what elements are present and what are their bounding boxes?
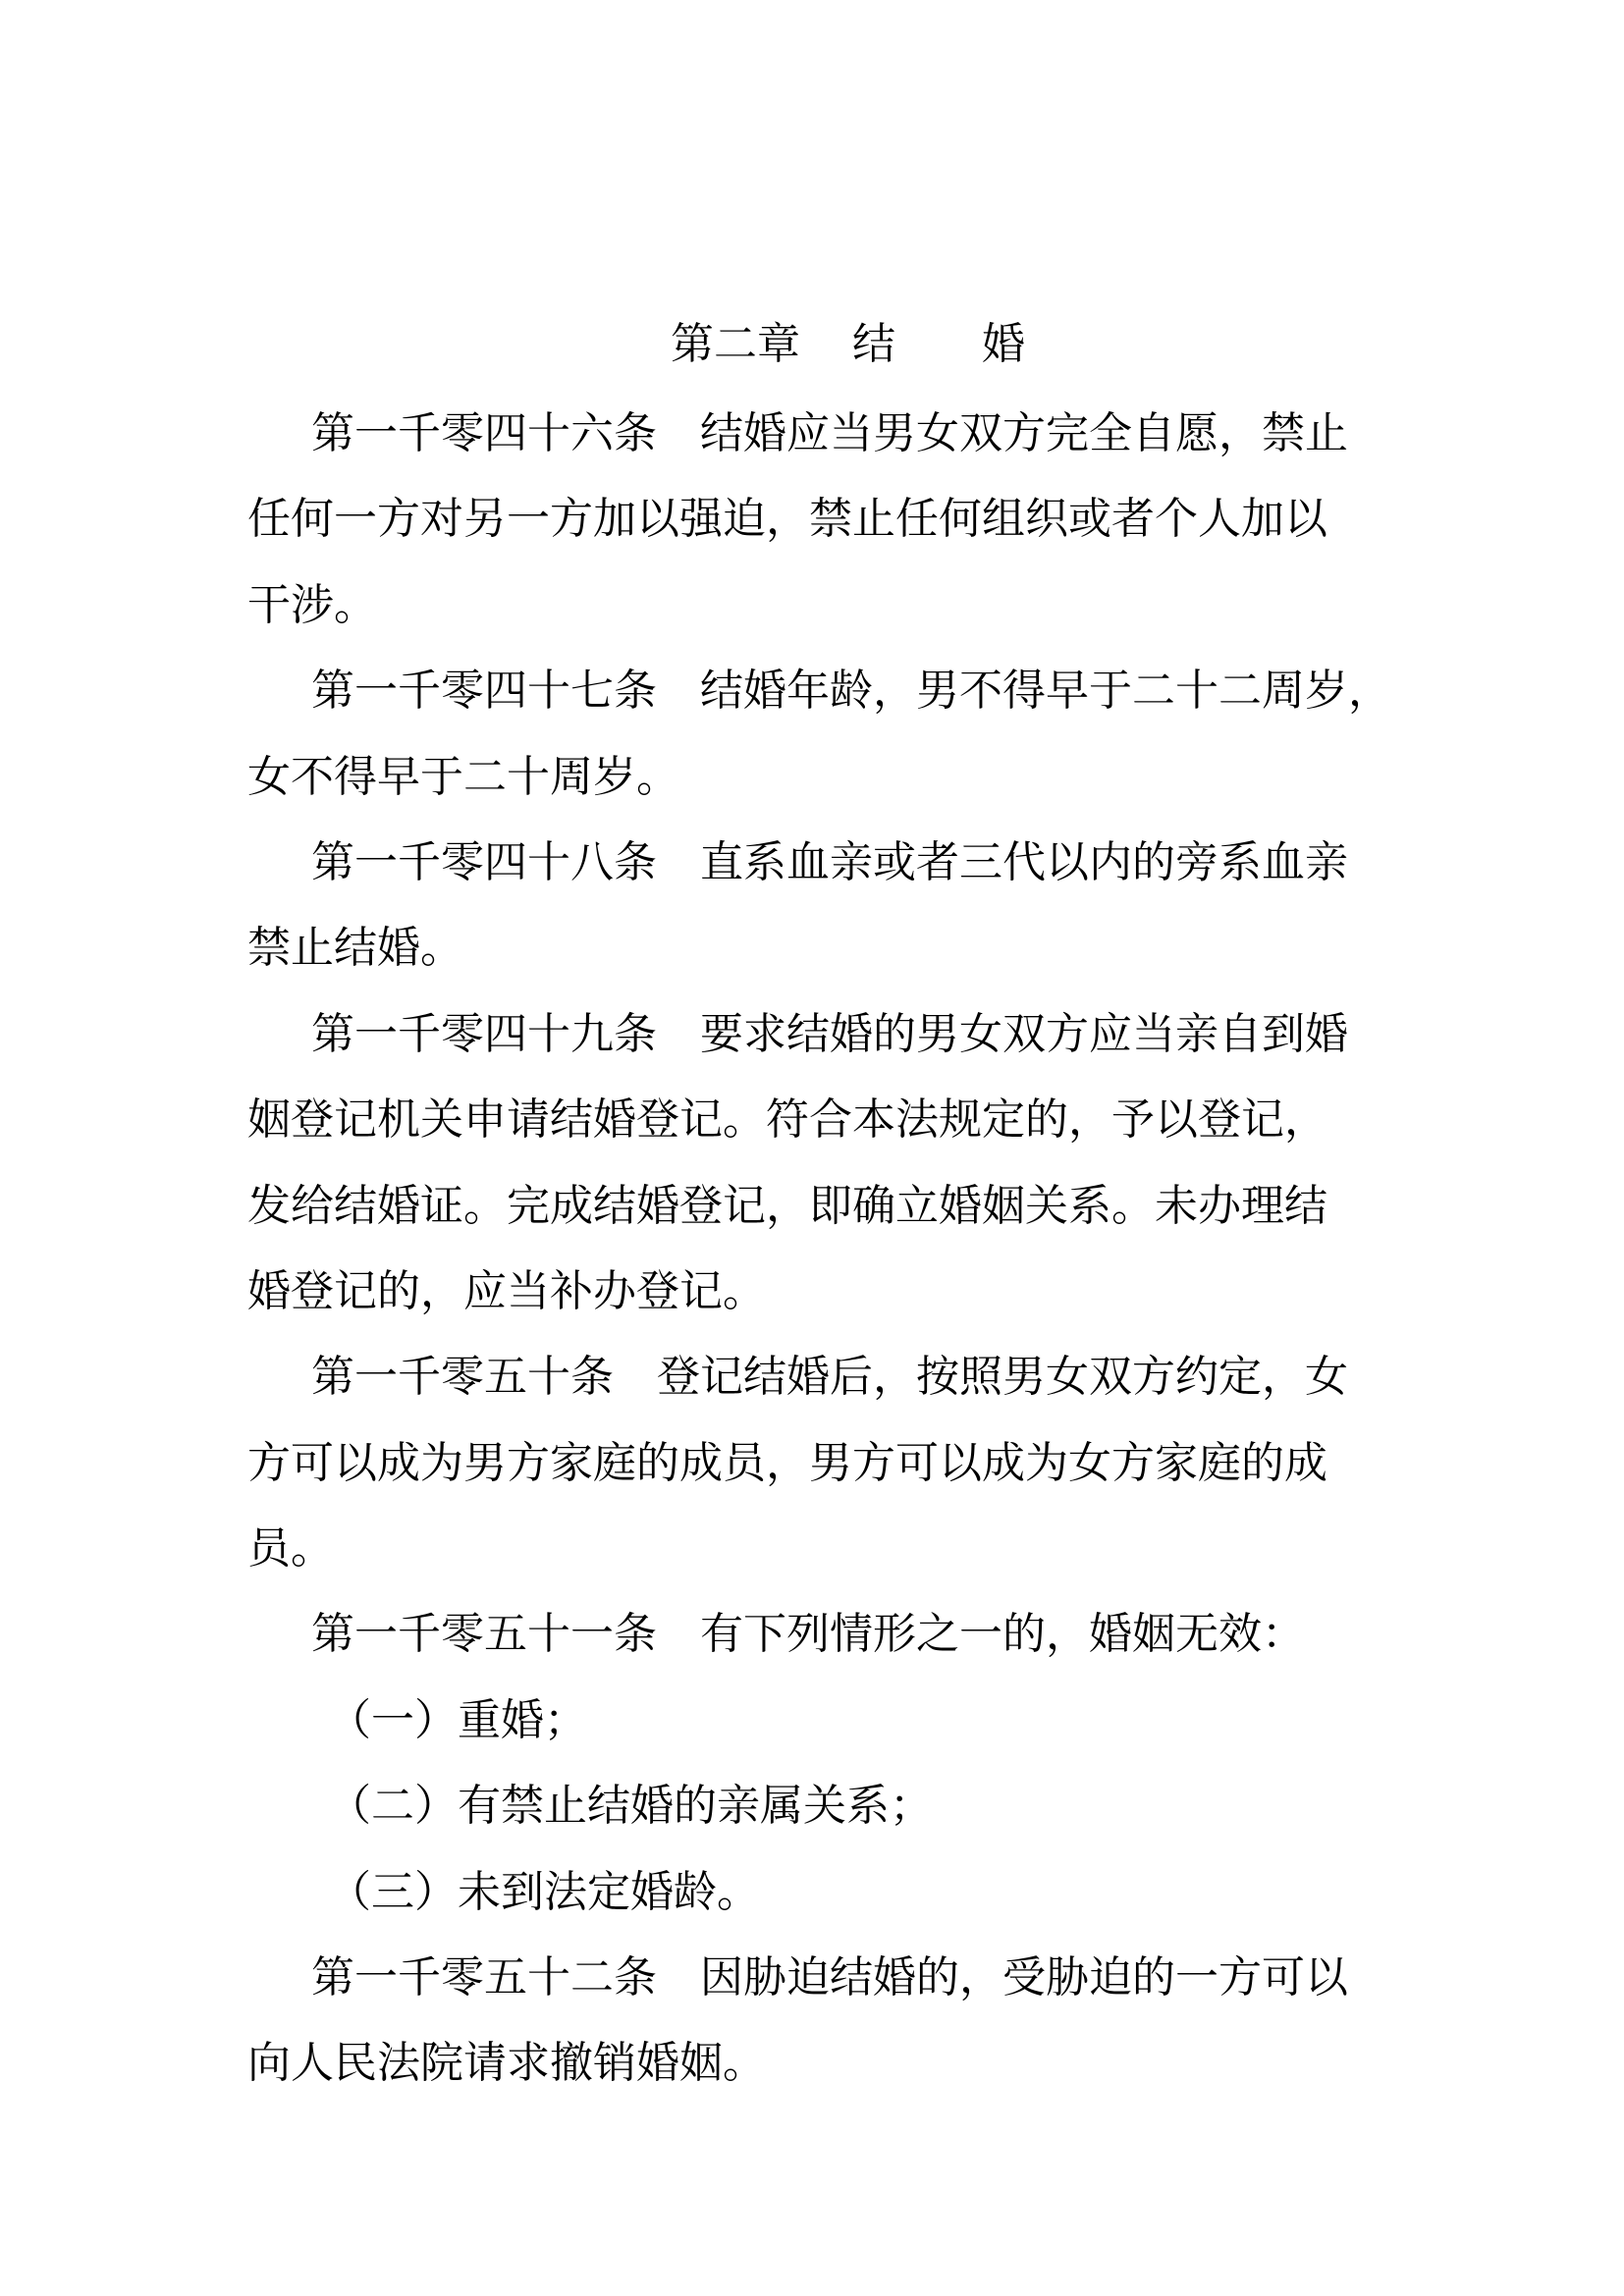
chapter-name-second-char: 婚 — [982, 319, 1025, 369]
article-1050-line-3: 员。 — [247, 1523, 334, 1575]
article-1051-item-2: （二）有禁止结婚的亲属关系； — [328, 1781, 933, 1832]
article-1046-line-1: 第一千零四十六条 结婚应当男女双方完全自愿，禁止 — [311, 408, 1348, 458]
article-1047-line-2: 女不得早于二十周岁。 — [247, 751, 679, 802]
article-1052-line-2: 向人民法院请求撤销婚姻。 — [247, 2038, 766, 2089]
chapter-title — [0, 310, 1624, 379]
article-1046-line-2: 任何一方对另一方加以强迫，禁止任何组织或者个人加以 — [247, 494, 1327, 545]
article-1048-line-2: 禁止结婚。 — [247, 923, 463, 974]
article-1047-line-1: 第一千零四十七条 结婚年龄，男不得早于二十二周岁， — [311, 666, 1391, 717]
chapter-name-first-char: 结 — [852, 319, 895, 369]
article-1050-line-1: 第一千零五十条 登记结婚后，按照男女双方约定，女 — [311, 1352, 1348, 1403]
article-1051-line-1: 第一千零五十一条 有下列情形之一的，婚姻无效： — [311, 1609, 1305, 1660]
article-1050-line-2: 方可以成为男方家庭的成员，男方可以成为女方家庭的成 — [247, 1437, 1327, 1488]
article-1049-line-3: 发给结婚证。完成结婚登记，即确立婚姻关系。未办理结 — [247, 1180, 1327, 1231]
chapter-number: 第二章 — [671, 319, 800, 369]
article-1051-item-1: （一）重婚； — [328, 1694, 587, 1745]
document-body — [247, 391, 1391, 2107]
article-1046-line-3: 干涉。 — [247, 579, 377, 630]
article-1049-line-4: 婚登记的，应当补办登记。 — [247, 1265, 766, 1316]
article-1052-line-1: 第一千零五十二条 因胁迫结婚的，受胁迫的一方可以 — [311, 1952, 1348, 2003]
article-1051-item-3: （三）未到法定婚龄。 — [328, 1866, 760, 1917]
article-1049-line-1: 第一千零四十九条 要求结婚的男女双方应当亲自到婚 — [311, 1008, 1348, 1059]
article-1049-line-2: 姻登记机关申请结婚登记。符合本法规定的，予以登记， — [247, 1095, 1327, 1146]
article-1048-line-1: 第一千零四十八条 直系血亲或者三代以内的旁系血亲 — [311, 836, 1348, 887]
